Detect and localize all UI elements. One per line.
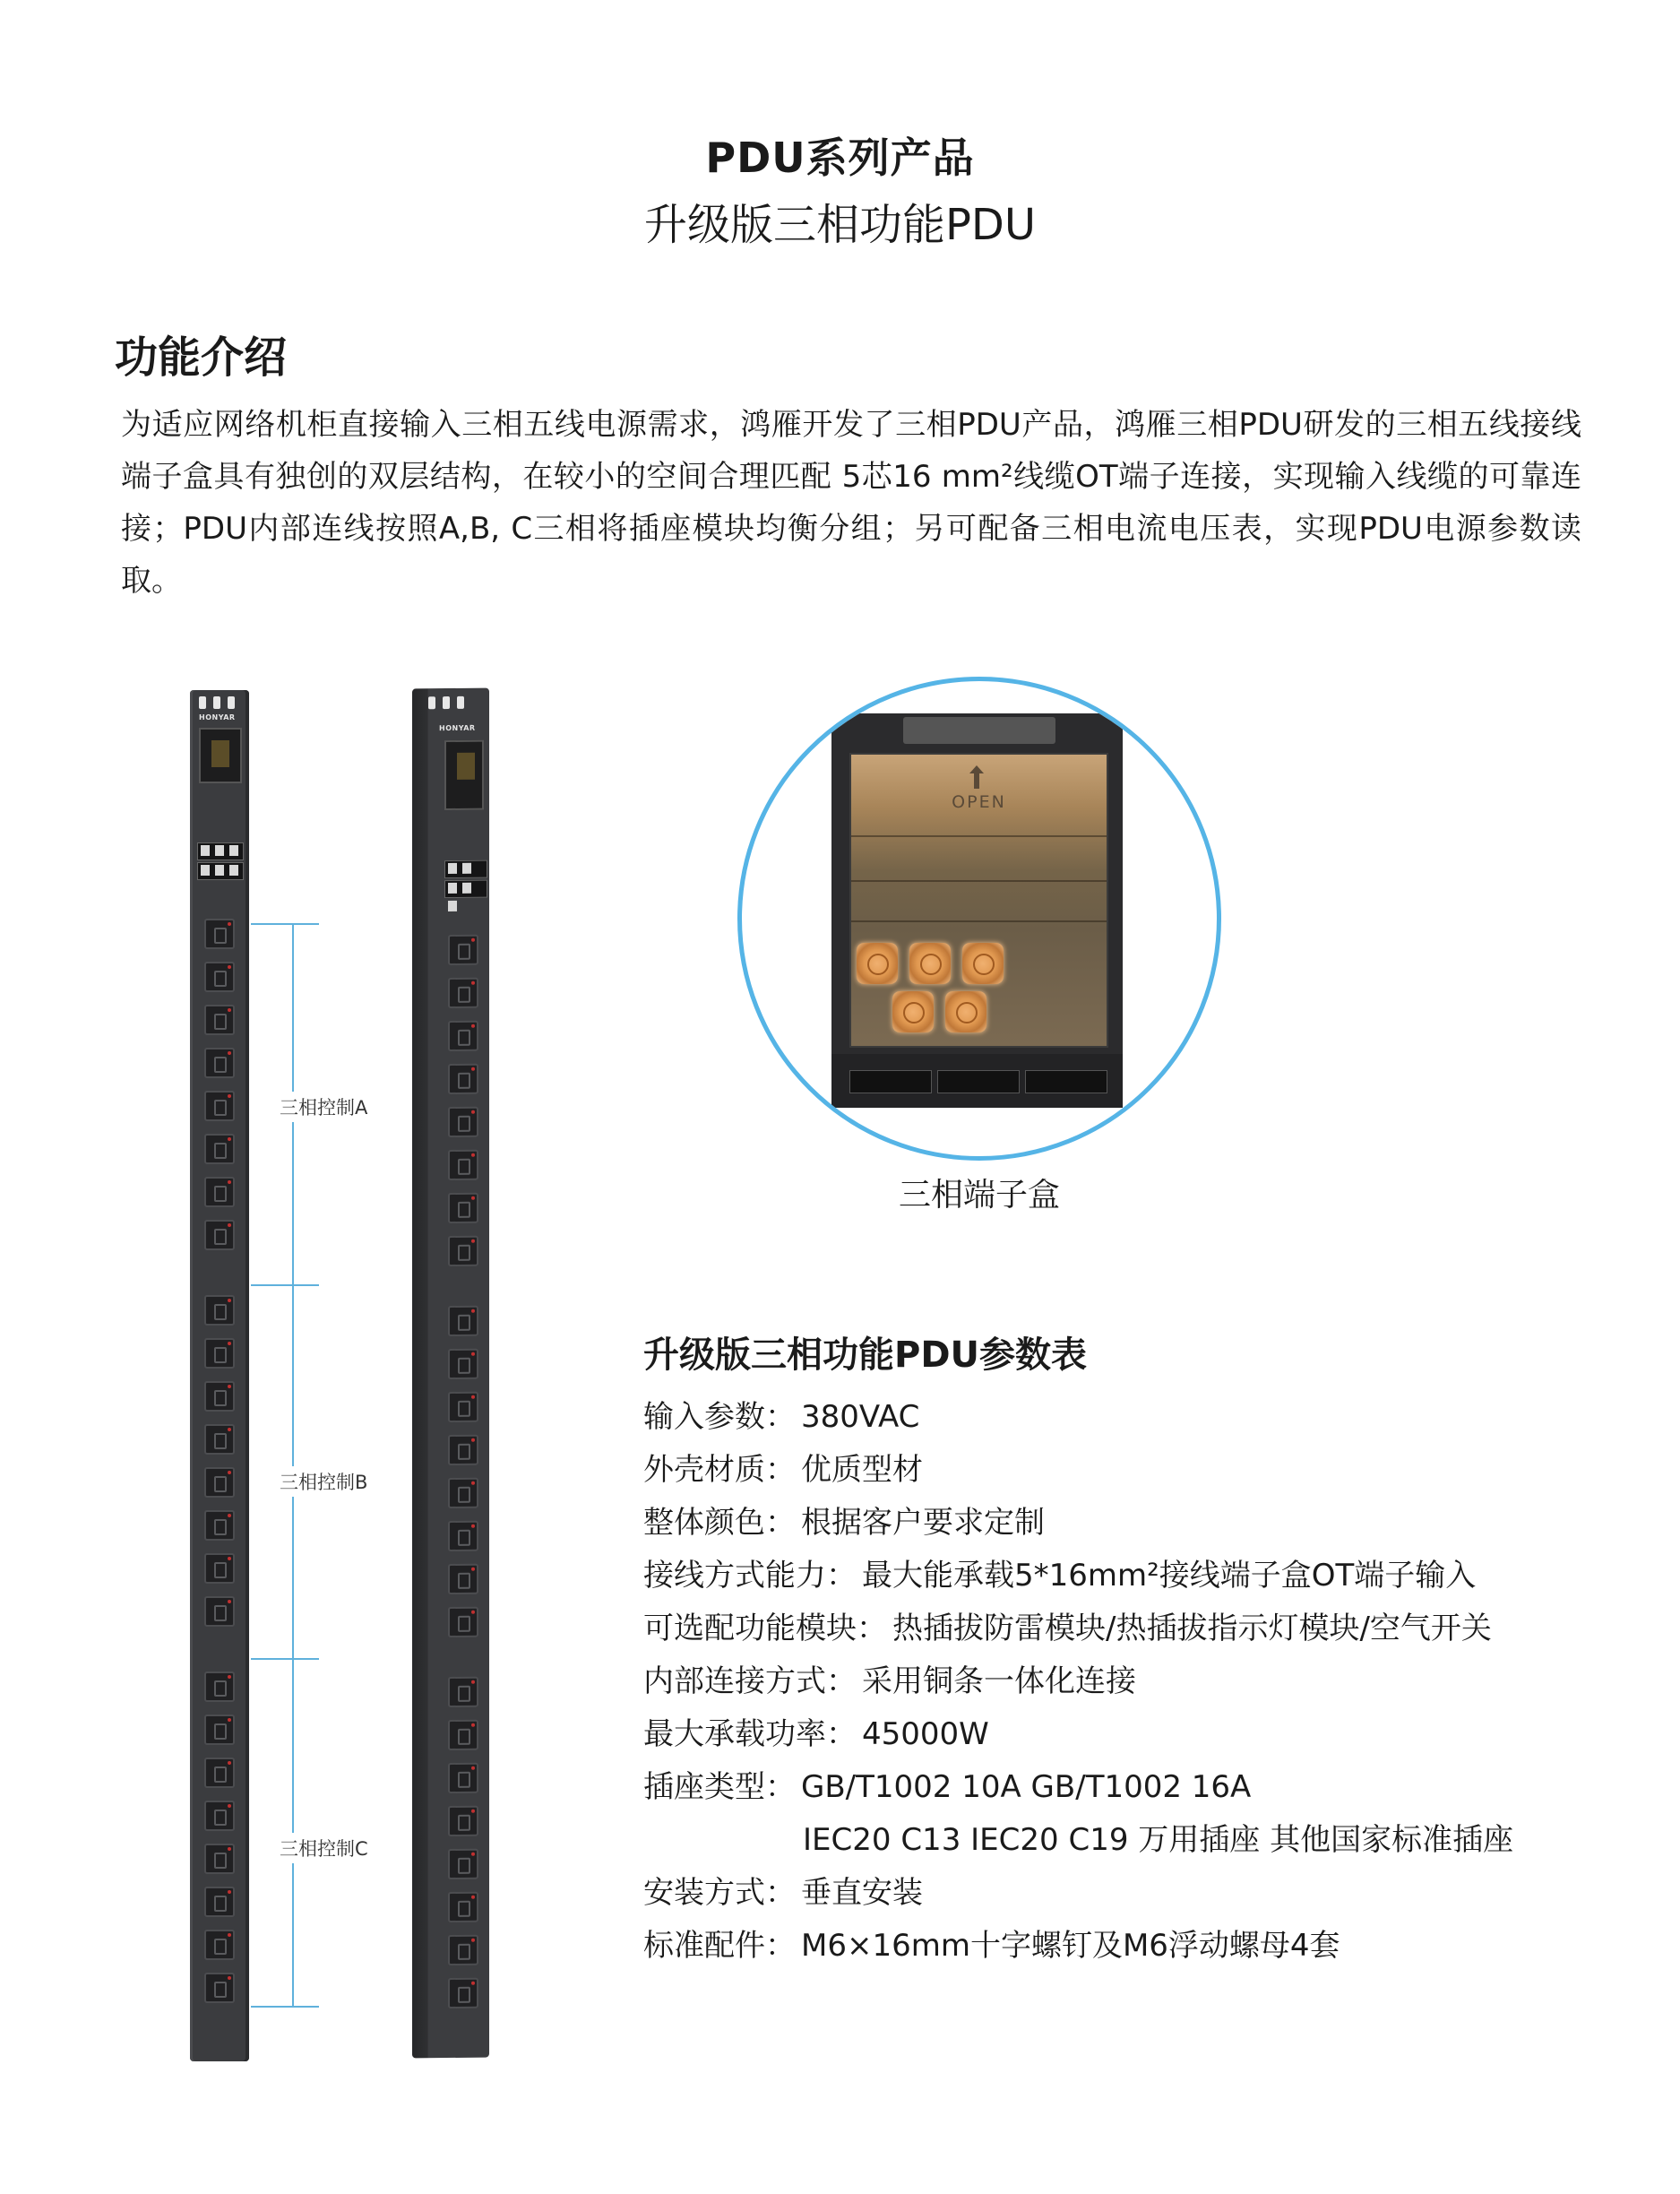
terminal-screw-icon	[857, 943, 898, 984]
spec-value: 最大能承载5*16mm²接线端子盒OT端子输入	[862, 1558, 1477, 1594]
pdu-socket	[204, 1177, 235, 1207]
spec-key: 可选配功能模块：	[643, 1611, 887, 1646]
spec-value: 45000W	[862, 1716, 989, 1752]
pdu-top-cap	[425, 694, 473, 713]
spec-table-title: 升级版三相功能PDU参数表	[643, 1335, 1087, 1376]
phase-bracket-tick	[251, 2006, 319, 2008]
pdu-socket	[204, 1048, 235, 1078]
pdu-socket	[448, 1435, 478, 1465]
phase-bracket-tick	[251, 1284, 319, 1286]
pdu-socket	[204, 1758, 235, 1788]
spec-row	[643, 1814, 1629, 1867]
terminal-box-caption: 三相端子盒	[898, 1177, 1060, 1214]
spec-row	[643, 1867, 1629, 1920]
pdu-socket	[448, 1806, 478, 1836]
terminal-screw-icon	[892, 991, 934, 1032]
spec-row	[643, 1497, 1629, 1550]
pdu-breaker	[197, 862, 244, 880]
pdu-socket	[204, 1801, 235, 1831]
terminal-box-window	[849, 753, 1108, 1048]
pdu-socket	[204, 1553, 235, 1584]
pdu-socket	[448, 1607, 478, 1637]
pdu-socket	[448, 1064, 478, 1094]
pdu-socket	[448, 1720, 478, 1750]
spec-row	[643, 1761, 1629, 1814]
spec-key: 外壳材质：	[643, 1452, 796, 1488]
pdu-top-cap	[195, 694, 244, 712]
pdu-socket	[204, 1295, 235, 1326]
pdu-socket	[448, 1935, 478, 1965]
spec-key: 内部连接方式：	[643, 1663, 857, 1699]
section-heading-features: 功能介绍	[115, 333, 288, 383]
pdu-socket	[204, 919, 235, 949]
pdu-socket	[204, 1930, 235, 1960]
pdu-socket	[204, 1338, 235, 1369]
pdu-socket	[448, 1193, 478, 1223]
spec-row	[643, 1708, 1629, 1761]
spec-value: M6×16mm十字螺钉及M6浮动螺母4套	[801, 1928, 1340, 1964]
pdu-socket	[448, 1849, 478, 1879]
terminal-box-image	[831, 713, 1123, 1108]
pdu-socket	[204, 1596, 235, 1627]
pdu-socket	[448, 1107, 478, 1137]
pdu-socket	[204, 1887, 235, 1917]
spec-row	[643, 1391, 1629, 1444]
spec-key: 安装方式：	[643, 1875, 796, 1911]
pdu-socket	[448, 1306, 478, 1336]
pdu-socket	[448, 1564, 478, 1594]
pdu-socket	[448, 1677, 478, 1707]
phase-bracket-tick	[251, 1658, 319, 1660]
pdu-socket	[448, 1478, 478, 1508]
spec-table	[643, 1391, 1629, 1973]
terminal-box-closeup	[737, 677, 1221, 1161]
pdu-socket	[204, 1467, 235, 1498]
pdu-socket	[448, 1892, 478, 1922]
spec-key: 标准配件：	[643, 1928, 796, 1964]
terminal-screw-icon	[962, 943, 1004, 984]
page-title: PDU系列产品	[705, 134, 975, 182]
spec-value: IEC20 C13 IEC20 C19 万用插座 其他国家标准插座	[803, 1822, 1514, 1858]
spec-value: GB/T1002 10A GB/T1002 16A	[801, 1769, 1252, 1805]
spec-key: 输入参数：	[643, 1399, 796, 1435]
terminal-screw-icon	[945, 991, 986, 1032]
spec-value: 热插拔防雷模块/热插拔指示灯模块/空气开关	[892, 1611, 1492, 1646]
pdu-socket	[204, 1005, 235, 1035]
pdu-socket	[204, 1973, 235, 2003]
pdu-socket	[204, 1844, 235, 1874]
terminal-box-open-label: OPEN	[952, 792, 1006, 812]
terminal-box-base	[831, 1054, 1123, 1108]
pdu-socket	[204, 1220, 235, 1250]
pdu-breaker	[444, 880, 487, 899]
pdu-socket	[448, 1150, 478, 1180]
spec-row	[643, 1444, 1629, 1497]
pdu-socket	[204, 1424, 235, 1455]
spec-key: 整体颜色：	[643, 1505, 796, 1541]
phase-bracket-tick	[251, 923, 319, 925]
arrow-up-icon	[974, 773, 979, 789]
spec-value: 采用铜条一体化连接	[862, 1663, 1136, 1699]
terminal-screw-icon	[909, 943, 951, 984]
pdu-breaker	[444, 860, 487, 879]
pdu-angled-image	[412, 688, 489, 2059]
pdu-socket	[448, 1521, 478, 1551]
spec-value: 根据客户要求定制	[801, 1505, 1045, 1541]
spec-key: 接线方式能力：	[643, 1558, 857, 1594]
phase-label-c: 三相控制C	[280, 1833, 368, 1863]
pdu-socket	[448, 1392, 478, 1422]
spec-row	[643, 1602, 1629, 1655]
pdu-socket	[448, 978, 478, 1008]
spec-value: 380VAC	[801, 1399, 920, 1435]
spec-key: 最大承载功率：	[643, 1716, 857, 1752]
pdu-socket	[204, 1381, 235, 1412]
spec-row	[643, 1550, 1629, 1602]
pdu-socket	[204, 1091, 235, 1121]
pdu-socket	[204, 1671, 235, 1702]
pdu-front-image	[190, 690, 249, 2061]
pdu-socket	[448, 1763, 478, 1793]
pdu-terminal-window	[444, 740, 484, 810]
pdu-breaker	[197, 842, 244, 860]
spec-row	[643, 1655, 1629, 1708]
pdu-socket	[204, 1134, 235, 1164]
pdu-brand-logo: HONYAR	[439, 723, 476, 733]
pdu-socket	[204, 1715, 235, 1745]
pdu-socket	[204, 1510, 235, 1541]
spec-row	[643, 1920, 1629, 1973]
pdu-terminal-window	[199, 728, 242, 783]
pdu-socket	[448, 1978, 478, 2008]
phase-label-a: 三相控制A	[280, 1092, 367, 1122]
pdu-socket	[448, 1021, 478, 1051]
phase-label-b: 三相控制B	[280, 1466, 367, 1497]
spec-value: 优质型材	[801, 1452, 923, 1488]
pdu-socket	[448, 935, 478, 965]
intro-paragraph: 为适应网络机柜直接输入三相五线电源需求，鸿雁开发了三相PDU产品，鸿雁三相PDU研发的三相五线接线端子盒具有独创的双层结构，在较小的空间合理匹配 5芯16 mm²线缆OT端子连接，实现输入线缆的可靠连接；PDU内部连线按照A,B, C三相将插座模块均衡分组；另可配备三相电流电压表，实现PDU电源参数读取。	[121, 407, 1581, 599]
page-subtitle: 升级版三相功能PDU	[643, 200, 1037, 250]
pdu-socket	[448, 1236, 478, 1266]
pdu-socket	[448, 1349, 478, 1379]
terminal-box-hinge	[903, 717, 1055, 744]
pdu-brand-logo: HONYAR	[199, 713, 236, 721]
pdu-socket	[204, 962, 235, 992]
spec-value: 垂直安装	[801, 1875, 923, 1911]
spec-key: 插座类型：	[643, 1769, 796, 1805]
